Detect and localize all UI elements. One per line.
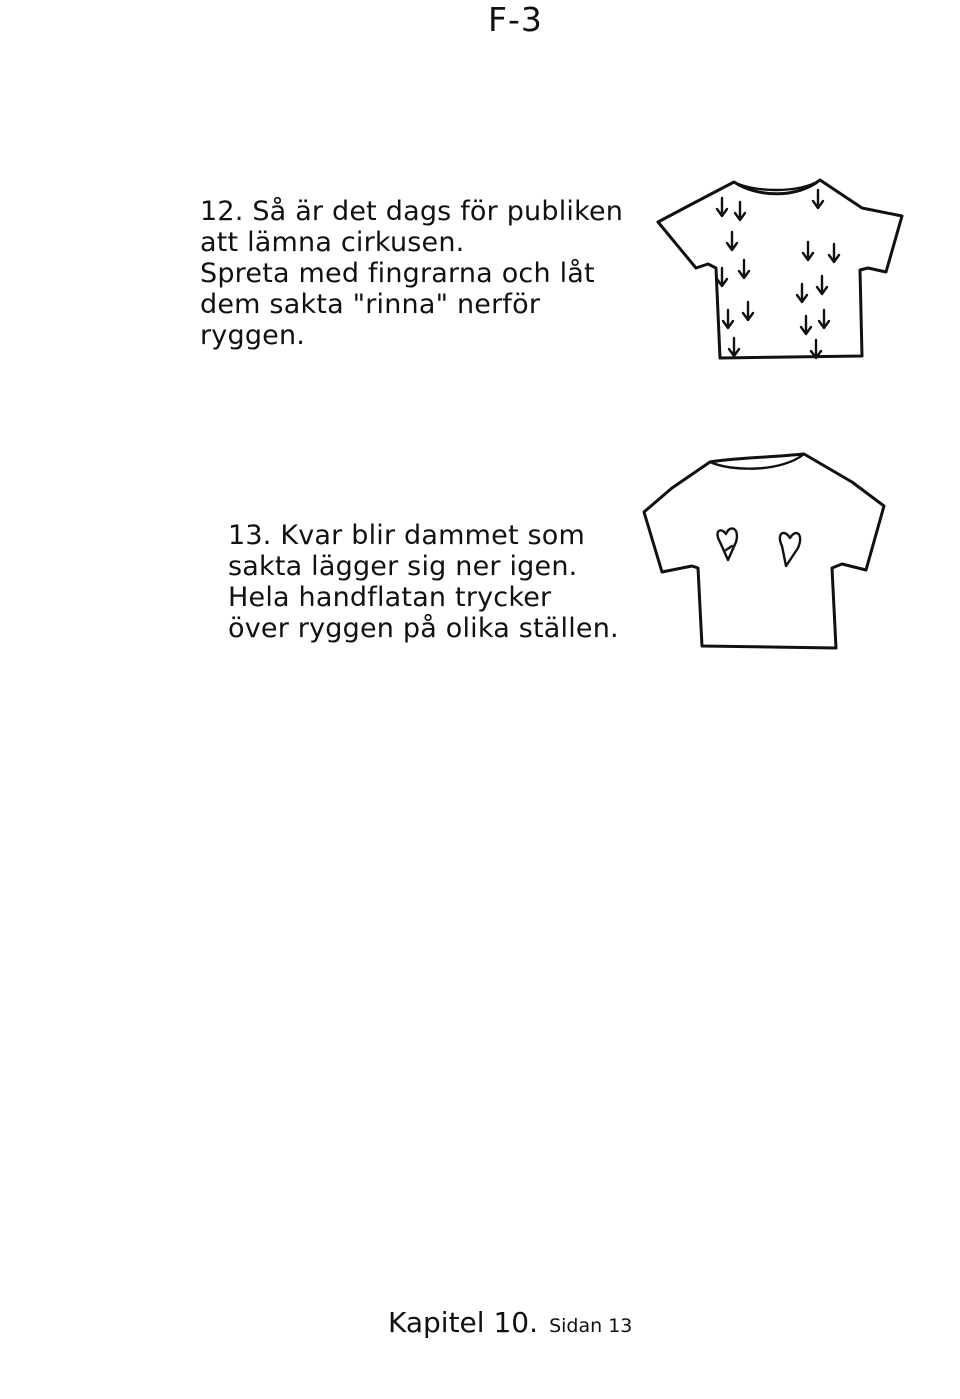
arrow-down-icon: [739, 260, 749, 278]
step-12-line-4: dem sakta "rinna" nerför: [200, 289, 541, 320]
step-13-line-3: Hela handflatan trycker: [228, 582, 552, 613]
arrow-down-icon: [803, 242, 813, 260]
page-footer: [388, 1306, 632, 1339]
arrow-down-icon: [727, 232, 737, 250]
step-12-line-3: Spreta med fingrarna och låt: [200, 258, 595, 289]
arrow-down-icon: [717, 268, 727, 286]
tshirt-with-arrows-icon: [648, 172, 910, 364]
arrow-down-icon: [723, 310, 733, 328]
arrow-down-icon: [819, 310, 829, 328]
arrow-down-icon: [729, 338, 739, 356]
step-12-line-2: att lämna cirkusen.: [200, 227, 465, 258]
step-13-line-4: över ryggen på olika ställen.: [228, 613, 619, 644]
step-13-line-1: 13. Kvar blir dammet som: [228, 520, 586, 551]
arrow-down-icon: [797, 284, 807, 302]
arrow-down-icon: [813, 190, 823, 208]
step-13-instruction: [228, 520, 619, 644]
arrow-down-icon: [717, 198, 727, 216]
arrow-down-icon: [801, 316, 811, 334]
step-12-instruction: [200, 196, 623, 351]
footer-chapter: Kapitel 10.: [388, 1306, 538, 1339]
arrow-down-icon: [817, 276, 827, 294]
arrow-down-icon: [829, 244, 839, 262]
step-12-line-5: ryggen.: [200, 320, 306, 351]
footer-page-number: Sidan 13: [549, 1315, 633, 1337]
page-code: F-3: [488, 0, 543, 39]
arrow-down-icon: [735, 202, 745, 220]
arrow-down-icon: [743, 302, 753, 320]
step-13-line-2: sakta lägger sig ner igen.: [228, 551, 578, 582]
step-12-line-1: 12. Så är det dags för publiken: [200, 196, 624, 227]
tshirt-with-hearts-icon: [632, 448, 894, 658]
